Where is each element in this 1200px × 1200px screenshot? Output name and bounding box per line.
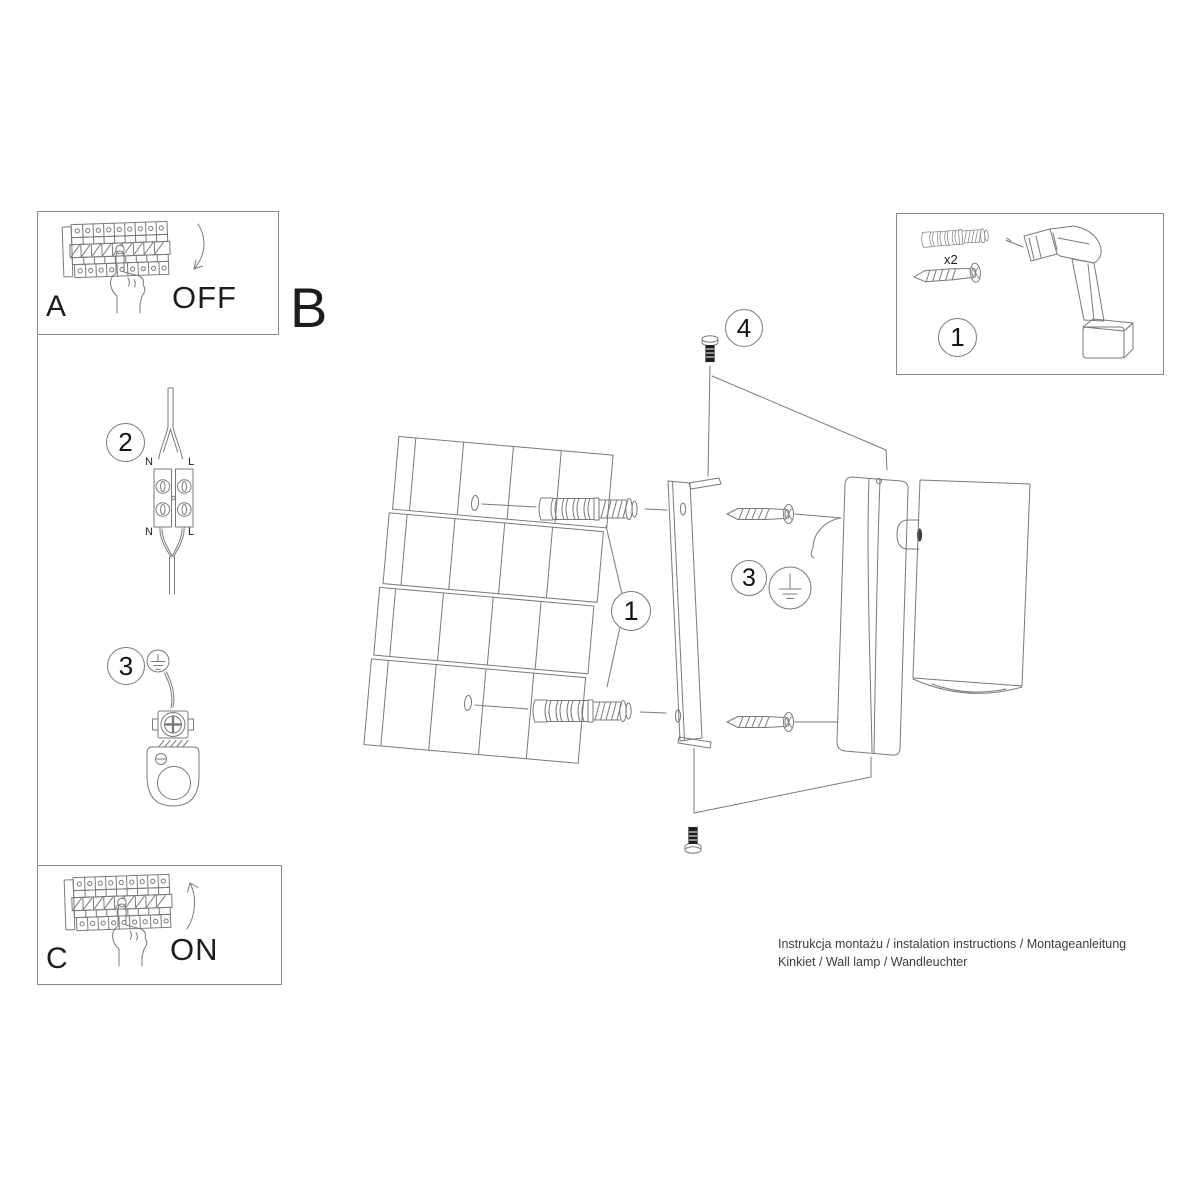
- callout-1-number: 1: [623, 595, 639, 626]
- step-3-left-number: 3: [118, 650, 134, 681]
- panel-c-label: C: [46, 942, 68, 975]
- parts-box-callout: [938, 318, 977, 357]
- panel-a-frame: [37, 211, 279, 335]
- step-3-left-callout: [107, 647, 145, 685]
- wire-label-n-top: N: [145, 456, 153, 468]
- wire-label-l-bottom: L: [187, 526, 195, 538]
- panel-c-state: ON: [170, 932, 219, 967]
- lamp-shade: [897, 480, 1030, 693]
- callout-4-leaders: [708, 366, 887, 476]
- callout-3-number: 3: [742, 563, 756, 592]
- lamp-backplate: [837, 477, 908, 755]
- mounting-screw-bottom: [727, 713, 794, 732]
- footer-line-2: Kinkiet / Wall lamp / Wandleuchter: [778, 955, 968, 969]
- panel-a-state: OFF: [172, 280, 237, 315]
- wiring-diagram: [154, 388, 193, 594]
- wire-label-n-bottom: N: [145, 526, 153, 538]
- earth-symbol-icon: [779, 574, 801, 599]
- wall-plug-top: [539, 498, 637, 520]
- ground-clamp-diagram: [147, 650, 199, 806]
- parts-box-number: 1: [950, 322, 965, 352]
- screw-leaders: [795, 514, 841, 722]
- earth-symbol-icon: [151, 655, 165, 670]
- bottom-screw-leaders: [694, 748, 871, 813]
- mounting-screw-top: [727, 505, 794, 524]
- panel-c-frame: [37, 865, 282, 985]
- dowel-quantity: x2: [944, 252, 958, 267]
- wire-label-l-top: L: [187, 456, 195, 468]
- panel-a-label: A: [46, 290, 67, 323]
- exploded-callout-1: [611, 591, 651, 631]
- step-2-callout: [106, 423, 145, 462]
- machine-screw-top: [702, 336, 718, 362]
- exploded-callout-3: [731, 560, 767, 596]
- mounting-bracket: [668, 478, 721, 748]
- exploded-callout-4: [725, 309, 763, 347]
- parts-box-frame: [896, 213, 1164, 375]
- callout-4-number: 4: [736, 312, 752, 343]
- tiled-wall: [364, 436, 613, 764]
- step-2-number: 2: [118, 427, 133, 457]
- section-b-label: B: [290, 276, 328, 339]
- footer-line-1: Instrukcja montażu / instalation instructions / Montageanleitung: [778, 937, 1127, 951]
- machine-screw-bottom: [685, 827, 701, 853]
- ground-point: [769, 518, 841, 609]
- left-panel-border: [37, 333, 38, 865]
- wall-holes: [464, 495, 536, 711]
